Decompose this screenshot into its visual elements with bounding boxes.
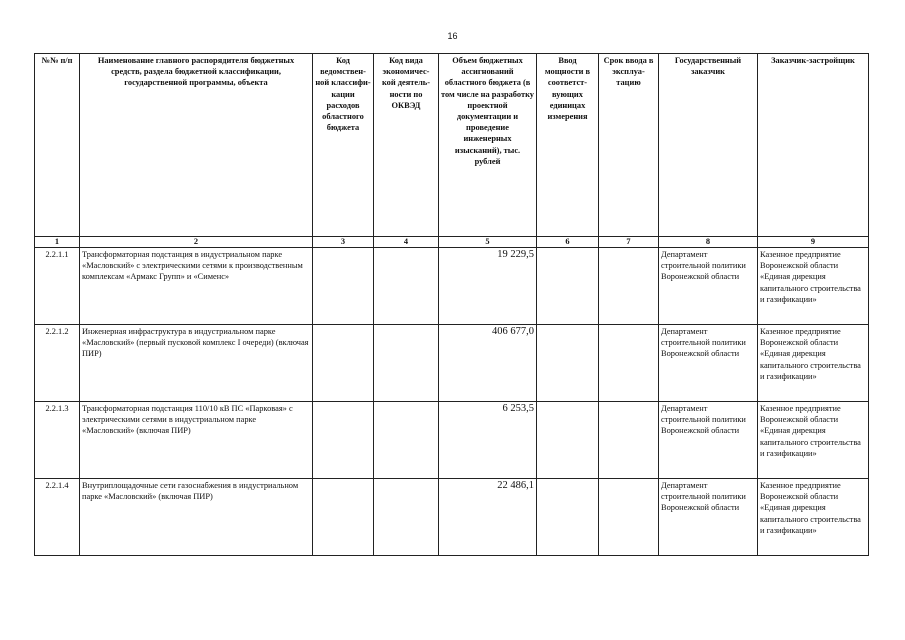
row-name: Трансформаторная подстанция в индустриальном парке «Масловский» с электрическими сетями к производственным комплексам «Армакс Групп» и «Сименс» xyxy=(80,248,313,325)
table-row xyxy=(35,248,869,325)
column-number: 8 xyxy=(659,237,758,248)
column-number: 7 xyxy=(599,237,659,248)
row-customer: Департамент строительной политики Воронежской области xyxy=(659,479,758,556)
row-customer: Департамент строительной политики Воронежской области xyxy=(659,248,758,325)
row-code-okved xyxy=(374,325,439,402)
table-row xyxy=(35,325,869,402)
row-code-okved xyxy=(374,248,439,325)
row-code-okved xyxy=(374,479,439,556)
row-amount: 19 229,5 xyxy=(439,248,537,325)
row-id: 2.2.1.3 xyxy=(35,402,80,479)
row-name: Инженерная инфраструктура в индустриальном парке «Масловский» (первый пусковой комплекс I очереди) (включая ПИР) xyxy=(80,325,313,402)
row-customer: Департамент строительной политики Воронежской области xyxy=(659,402,758,479)
header-code-okved: Код вида экономичес-кой деятель-ности по ОКВЭД xyxy=(374,54,439,237)
row-id: 2.2.1.2 xyxy=(35,325,80,402)
header-capacity: Ввод мощности в соответст-вующих единицах измерения xyxy=(537,54,599,237)
row-developer: Казенное предприятие Воронежской области «Единая дирекция капитального строительства и газификации» xyxy=(758,479,869,556)
row-capacity xyxy=(537,325,599,402)
header-developer: Заказчик-застройщик xyxy=(758,54,869,237)
column-number: 6 xyxy=(537,237,599,248)
row-code-budget xyxy=(313,325,374,402)
table-row xyxy=(35,402,869,479)
row-term xyxy=(599,402,659,479)
column-number: 9 xyxy=(758,237,869,248)
row-code-okved xyxy=(374,402,439,479)
column-number: 1 xyxy=(35,237,80,248)
row-code-budget xyxy=(313,402,374,479)
header-row xyxy=(35,54,869,237)
row-id: 2.2.1.1 xyxy=(35,248,80,325)
header-num: №№ п/п xyxy=(35,54,80,237)
budget-table xyxy=(34,53,869,556)
table-row xyxy=(35,479,869,556)
row-customer: Департамент строительной политики Воронежской области xyxy=(659,325,758,402)
row-term xyxy=(599,325,659,402)
row-name: Трансформаторная подстанция 110/10 кВ ПС «Парковая» с электрическими сетями в индустриальном парке «Масловский» (включая ПИР) xyxy=(80,402,313,479)
column-number: 4 xyxy=(374,237,439,248)
header-name: Наименование главного распорядителя бюджетных средств, раздела бюджетной классификации, государственной программы, объекта xyxy=(80,54,313,237)
header-term: Срок ввода в эксплуа-тацию xyxy=(599,54,659,237)
row-code-budget xyxy=(313,248,374,325)
row-developer: Казенное предприятие Воронежской области «Единая дирекция капитального строительства и газификации» xyxy=(758,248,869,325)
row-term xyxy=(599,479,659,556)
row-amount: 22 486,1 xyxy=(439,479,537,556)
column-number: 2 xyxy=(80,237,313,248)
row-name: Внутриплощадочные сети газоснабжения в индустриальном парке «Масловский» (включая ПИР) xyxy=(80,479,313,556)
row-term xyxy=(599,248,659,325)
row-developer: Казенное предприятие Воронежской области «Единая дирекция капитального строительства и газификации» xyxy=(758,402,869,479)
header-code-budget: Код ведомствен-ной классифи-кации расходов областного бюджета xyxy=(313,54,374,237)
row-id: 2.2.1.4 xyxy=(35,479,80,556)
header-amount: Объем бюджетных ассигнований областного бюджета (в том числе на разработку проектной документации и проведение инженерных изысканий), тыс. рублей xyxy=(439,54,537,237)
column-number: 5 xyxy=(439,237,537,248)
row-capacity xyxy=(537,248,599,325)
column-number: 3 xyxy=(313,237,374,248)
column-numbers-row xyxy=(35,237,869,248)
page-number: 16 xyxy=(447,31,458,41)
row-developer: Казенное предприятие Воронежской области «Единая дирекция капитального строительства и газификации» xyxy=(758,325,869,402)
row-code-budget xyxy=(313,479,374,556)
row-capacity xyxy=(537,402,599,479)
row-amount: 6 253,5 xyxy=(439,402,537,479)
header-customer: Государственный заказчик xyxy=(659,54,758,237)
row-capacity xyxy=(537,479,599,556)
row-amount: 406 677,0 xyxy=(439,325,537,402)
